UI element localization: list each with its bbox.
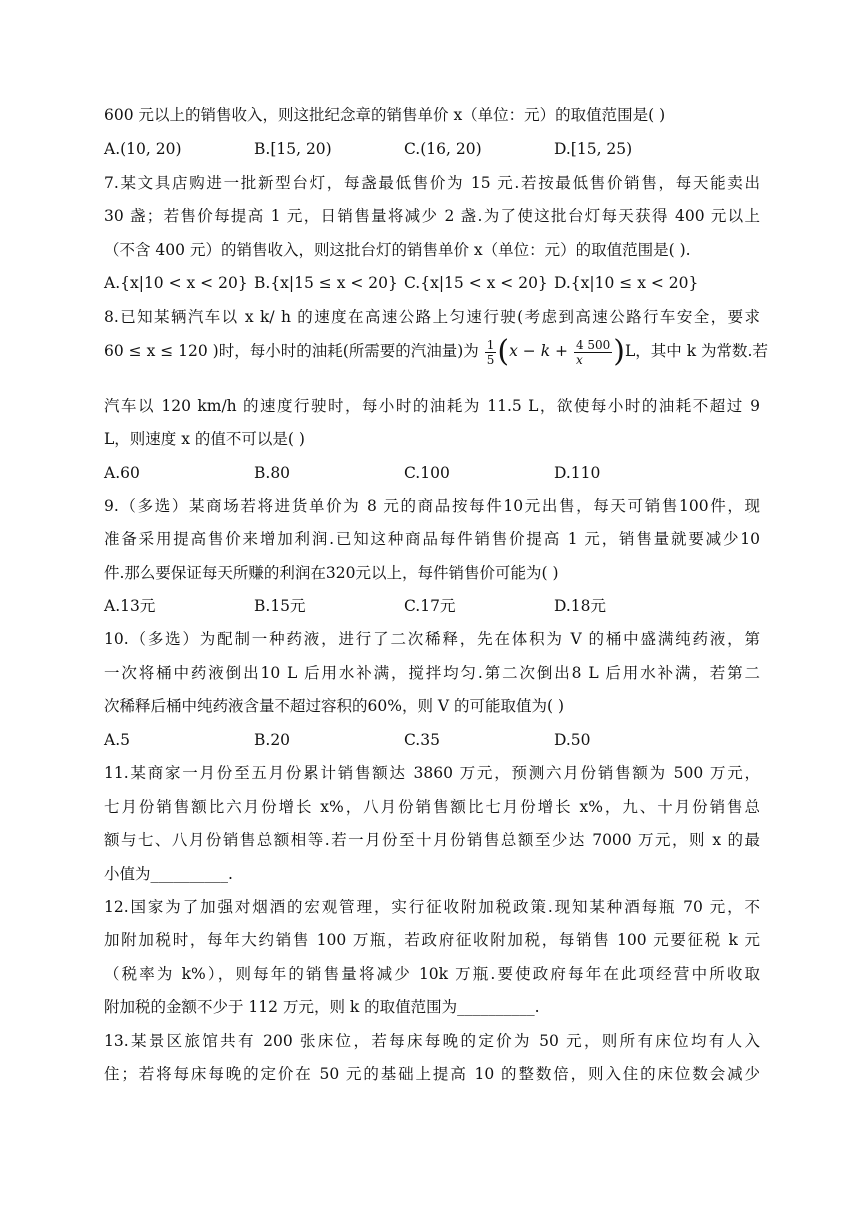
q7-option-a: A.{x|10 < x < 20}	[104, 274, 248, 292]
q13-stem-line-2: 住；若将每床每晚的定价在 50 元的基础上提高 10 的整数倍，则入住的床位数会减少	[104, 1065, 760, 1083]
q6-option-d: D.[15, 25)	[554, 140, 633, 158]
q12-stem-line-4: 附加税的金额不少于 112 万元，则 k 的取值范围为__________.	[104, 998, 540, 1016]
q9-option-c: C.17元	[404, 597, 456, 615]
q9-option-a: A.13元	[104, 597, 156, 615]
q10-option-a: A.5	[104, 731, 130, 749]
q8-close-paren: )	[613, 334, 626, 369]
q8-option-c: C.100	[404, 464, 450, 482]
q10-option-c: C.35	[404, 731, 440, 749]
q6-option-b: B.[15, 20)	[254, 140, 332, 158]
q7-option-b: B.{x|15 ≤ x < 20}	[254, 274, 398, 292]
q12-stem-line-1: 12.国家为了加强对烟酒的宏观管理，实行征收附加税政策.现知某种酒每瓶 70 元，不	[104, 898, 760, 916]
q8-stem-line-2	[104, 328, 768, 374]
q8-fraction-4500-over-x	[574, 338, 612, 367]
q10-stem-line-1: 10.（多选）为配制一种药液，进行了二次稀释，先在体积为 V 的桶中盛满纯药液，第	[104, 630, 760, 648]
q10-stem-line-2: 一次将桶中药液倒出10 L 后用水补满，搅拌均匀.第二次倒出8 L 后用水补满，若第二	[104, 664, 760, 682]
q8-open-paren: (	[497, 334, 510, 369]
q8-frac1-denominator: 5	[486, 352, 495, 367]
q12-stem-line-3: （税率为 k%），则每年的销售量将减少 10k 万瓶.要使政府每年在此项经营中所收取	[104, 965, 760, 983]
q9-stem-line-3: 件.那么要保证每天所赚的利润在320元以上，每件销售价可能为( )	[104, 564, 559, 582]
q8-option-d: D.110	[554, 464, 601, 482]
q8-options	[104, 458, 800, 488]
q7-stem-line-1: 7.某文具店购进一批新型台灯，每盏最低售价为 15 元.若按最低售价销售，每天能卖出	[104, 174, 760, 192]
q8-option-b: B.80	[254, 464, 291, 482]
q10-option-b: B.20	[254, 731, 291, 749]
q6-stem-line: 600 元以上的销售收入，则这批纪念章的销售单价 x（单位：元）的取值范围是( )	[104, 106, 666, 124]
q6-option-a: A.(10, 20)	[104, 140, 182, 158]
q9-option-b: B.15元	[254, 597, 306, 615]
q9-stem-line-1: 9.（多选）某商场若将进货单价为 8 元的商品按每件10元出售，每天可销售100件，现	[104, 497, 760, 515]
q8-range-text: 60 ≤ x ≤ 120 )时，每小时的油耗(所需要的汽油量)为	[104, 342, 479, 360]
q7-stem-line-2: 30 盏；若售价每提高 1 元，日销售量将减少 2 盏.为了使这批台灯每天获得 400 元以上	[104, 207, 760, 225]
q13-stem-line-1: 13.某景区旅馆共有 200 张床位，若每床每晚的定价为 50 元，则所有床位均有人入	[104, 1032, 760, 1050]
q6-option-c: C.(16, 20)	[404, 140, 482, 158]
q8-unit-text: L，其中 k 为常数.若	[625, 342, 768, 360]
q7-stem-line-3: （不含 400 元）的销售收入，则这批台灯的销售单价 x（单位：元）的取值范围是( ).	[104, 241, 691, 259]
q8-stem-line-1: 8.已知某辆汽车以 x k/ h 的速度在高速公路上匀速行驶(考虑到高速公路行车安全，要求	[104, 308, 760, 326]
q10-stem-line-3: 次稀释后桶中纯药液含量不超过容积的60%，则 V 的可能取值为( )	[104, 697, 565, 715]
q8-option-a: A.60	[104, 464, 140, 482]
q8-stem-line-4: L，则速度 x 的值不可以是( )	[104, 430, 305, 448]
q9-option-d: D.18元	[554, 597, 607, 615]
q9-stem-line-2: 准备采用提高售价来增加利润.已知这种商品每件销售价提高 1 元，销售量就要减少10	[104, 530, 760, 548]
q11-stem-line-4: 小值为__________.	[104, 865, 233, 883]
q6-options	[104, 134, 800, 164]
q7-option-d: D.{x|10 ≤ x < 20}	[554, 274, 699, 292]
q8-frac2-denominator: x	[575, 352, 583, 367]
q11-stem-line-2: 七月份销售额比六月份增长 x%，八月份销售额比七月份增长 x%，九、十月份销售总	[104, 798, 760, 816]
q7-option-c: C.{x|15 < x < 20}	[404, 274, 548, 292]
q10-option-d: D.50	[554, 731, 591, 749]
q9-options	[104, 591, 800, 621]
q8-frac1-numerator: 1	[486, 337, 495, 352]
q8-fraction-one-fifth	[485, 338, 497, 367]
q11-stem-line-3: 额与七、八月份销售总额相等.若一月份至十月份销售总额至少达 7000 万元，则 x 的最	[104, 831, 760, 849]
q8-expression: x − k +	[509, 342, 573, 360]
q11-stem-line-1: 11.某商家一月份至五月份累计销售额达 3860 万元，预测六月份销售额为 500 万元，	[104, 764, 760, 782]
q12-stem-line-2: 加附加税时，每年大约销售 100 万瓶，若政府征收附加税，每销售 100 元要征税 k 元	[104, 931, 760, 949]
q7-options	[104, 268, 800, 298]
q10-options	[104, 725, 800, 755]
q8-frac2-numerator: 4 500	[575, 337, 611, 352]
q8-stem-line-3: 汽车以 120 km/h 的速度行驶时，每小时的油耗为 11.5 L，欲使每小时的油耗不超过 9	[104, 397, 760, 415]
